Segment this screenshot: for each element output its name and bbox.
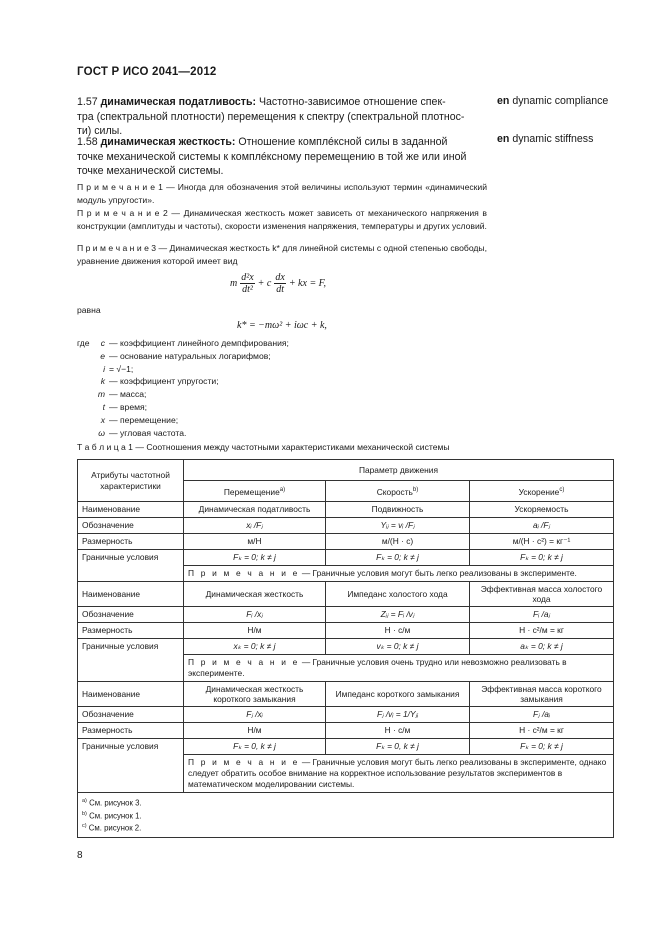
term-1-58 xyxy=(77,135,487,179)
header-attr: Атрибуты частотной характеристики xyxy=(78,460,184,502)
note-2 xyxy=(77,207,487,232)
en-prefix: en xyxy=(497,95,510,107)
footnote: $^{c)}$ См. рисунок 2. xyxy=(82,823,142,833)
note-text: — Динамическая жесткость может зависеть от механического напряжения в конструкции (амплитуды и частоты), скорости изменения напряжения, температуры и других условий. xyxy=(77,208,487,231)
header-param: Параметр движения xyxy=(184,460,614,481)
table-footnotes xyxy=(78,793,614,838)
characteristics-table xyxy=(77,459,614,838)
term-definition-line: Отношение комплéксной силы в заданной xyxy=(238,136,448,148)
row-attr: Граничные условия xyxy=(78,639,184,682)
table-cell: Fⱼ /xᵢ xyxy=(184,707,326,723)
symbol: x xyxy=(100,414,105,425)
note-label: П р и м е ч а н и е 2 xyxy=(77,208,168,218)
caption-text: — Соотношения между частотными характеристиками механической системы xyxy=(132,442,450,452)
table-footnotes-row xyxy=(78,793,614,838)
symbol-desc: — угловая частота. xyxy=(109,427,187,438)
table-cell: xₖ = 0; k ≠ j xyxy=(184,639,326,655)
term-name: динамическая жесткость: xyxy=(100,136,236,148)
fraction-num: d²x xyxy=(241,272,254,283)
row-attr: Обозначение xyxy=(78,707,184,723)
table-header-row xyxy=(78,460,614,481)
table-cell: Fₖ = 0, k ≠ j xyxy=(184,739,326,755)
row-attr: Граничные условия xyxy=(78,550,184,582)
table-note: П р и м е ч а н и е — Граничные условия могут быть легко реализованы в эксперименте, однако следует обратить особое внимание на корректное использование результатов экспериментов в математическом моделировании системы. xyxy=(184,755,614,793)
term-definition-line: тра (спектральной плотности) перемещения к спектру (спектральной плотнос- xyxy=(77,110,465,123)
table-note: П р и м е ч а н и е — Граничные условия могут быть легко реализованы в эксперименте. xyxy=(184,566,614,582)
en-term: dynamic compliance xyxy=(512,95,609,107)
term-number: 1.57 xyxy=(77,96,98,108)
table-cell: Fⱼ /vᵢ = 1/Yⱼᵢ xyxy=(326,707,470,723)
table-cell: Zᵢⱼ = Fᵢ /vⱼ xyxy=(326,607,470,623)
symbol-desc: — основание натуральных логарифмов; xyxy=(109,350,271,361)
note-3 xyxy=(77,242,487,267)
footnote: $^{a)}$ См. рисунок 3. xyxy=(82,798,142,808)
symbol: m xyxy=(97,389,105,400)
row-attr: Наименование xyxy=(78,682,184,707)
note-1 xyxy=(77,181,487,206)
row-attr: Граничные условия xyxy=(78,739,184,793)
table-cell: Импеданс короткого замыкания xyxy=(326,682,470,707)
symbol: e xyxy=(100,350,105,361)
symbol: i xyxy=(103,363,105,374)
fraction xyxy=(240,272,254,295)
row-attr: Обозначение xyxy=(78,607,184,623)
symbol: k xyxy=(100,376,105,387)
table-note: П р и м е ч а н и е — Граничные условия очень трудно или невозможно реализовать в эксперименте. xyxy=(184,655,614,682)
table-cell: Fₖ = 0; k ≠ j xyxy=(470,739,614,755)
en-term-1-58 xyxy=(497,133,593,145)
page-header: ГОСТ Р ИСО 2041—2012 xyxy=(77,66,217,78)
symbol-desc: — масса; xyxy=(109,389,147,400)
equation-motion xyxy=(230,272,326,295)
table-cell: Динамическая жесткость xyxy=(184,582,326,607)
fraction xyxy=(274,272,285,295)
table-cell: xᵢ /Fⱼ xyxy=(184,518,326,534)
table-row xyxy=(78,534,614,550)
table-cell: м/(Н · с²) = кг⁻¹ xyxy=(470,534,614,550)
table-row xyxy=(78,623,614,639)
note-label: П р и м е ч а н и е 1 xyxy=(77,182,163,192)
table-cell: aₖ = 0; k ≠ j xyxy=(470,639,614,655)
eq-term: + kx = F, xyxy=(288,278,327,289)
en-prefix: en xyxy=(497,133,510,145)
table-cell: aᵢ /Fⱼ xyxy=(470,518,614,534)
row-attr: Размерность xyxy=(78,534,184,550)
term-definition-line: ти) силы. xyxy=(77,125,123,137)
table-cell: Эффективная масса холостого хода xyxy=(470,582,614,607)
table-cell: Н · с/м xyxy=(326,623,470,639)
symbol: t xyxy=(102,401,105,412)
note-text: — Иногда для обозначения этой величины используют термин «динамический модуль упругости». xyxy=(77,182,487,205)
table-row xyxy=(78,723,614,739)
symbol: ω xyxy=(98,427,105,438)
caption-label: Т а б л и ц а 1 xyxy=(77,442,133,452)
en-term: dynamic stiffness xyxy=(512,133,594,145)
note-text: — Динамическая жесткость k* для линейной системы с одной степенью свободы, уравнение движения которой имеет вид xyxy=(77,243,487,266)
where-list xyxy=(77,337,289,439)
table-cell: Импеданс холостого хода xyxy=(326,582,470,607)
table-cell: Fₖ = 0; k ≠ j xyxy=(184,550,326,566)
table-cell: Fₖ = 0, k ≠ j xyxy=(326,739,470,755)
table-cell: Динамическая жесткость короткого замыкания xyxy=(184,682,326,707)
fraction-den: dt xyxy=(276,284,284,295)
table-row xyxy=(78,639,614,655)
table-cell: м/Н xyxy=(184,534,326,550)
table-cell: Fᵢ /xⱼ xyxy=(184,607,326,623)
table-row xyxy=(78,607,614,623)
page-number: 8 xyxy=(77,850,83,861)
table-cell: Н/м xyxy=(184,623,326,639)
fraction-num: dx xyxy=(275,272,285,283)
symbol-desc: = √−1; xyxy=(109,363,134,374)
table-cell: Эффективная масса короткого замыкания xyxy=(470,682,614,707)
en-term-1-57 xyxy=(497,95,608,107)
table-cell: Динамическая податливость xyxy=(184,502,326,518)
note-label: П р и м е ч а н и е 3 xyxy=(77,243,157,253)
table-row xyxy=(78,518,614,534)
eq-term: m xyxy=(230,278,238,289)
table-caption xyxy=(77,442,450,452)
table-cell: Ускоряемость xyxy=(470,502,614,518)
header-col: Ускорение$^{c)}$ xyxy=(470,481,614,502)
equation-stiffness: k* = −mω² + iωc + k, xyxy=(237,320,327,331)
symbol-desc: — коэффициент упругости; xyxy=(109,376,219,387)
table-row xyxy=(78,582,614,607)
row-attr: Наименование xyxy=(78,582,184,607)
term-name: динамическая податливость: xyxy=(100,96,257,108)
table-row xyxy=(78,739,614,755)
term-definition-line: Частотно-зависимое отношение спек- xyxy=(258,96,446,108)
table-cell: Н/м xyxy=(184,723,326,739)
header-col: Скорость$^{b)}$ xyxy=(326,481,470,502)
table-cell: Fₖ = 0; k ≠ j xyxy=(470,550,614,566)
equation-ravna: равна xyxy=(77,305,101,315)
row-attr: Обозначение xyxy=(78,518,184,534)
term-definition-line: точке механической системы к комплéксному перемещению в той же или иной xyxy=(77,150,467,163)
table-cell: Н · с²/м = кг xyxy=(470,623,614,639)
table-cell: Fₖ = 0; k ≠ j xyxy=(326,550,470,566)
eq-term: + c xyxy=(257,278,272,289)
table-row xyxy=(78,502,614,518)
table-cell: м/(Н · с) xyxy=(326,534,470,550)
row-attr: Наименование xyxy=(78,502,184,518)
table-row xyxy=(78,550,614,566)
table-row xyxy=(78,682,614,707)
table-cell: Yᵢⱼ = vᵢ /Fⱼ xyxy=(326,518,470,534)
table-cell: Fⱼ /aᵢ xyxy=(470,707,614,723)
symbol-desc: — коэффициент линейного демпфирования; xyxy=(109,338,289,348)
row-attr: Размерность xyxy=(78,623,184,639)
table-cell: Подвижность xyxy=(326,502,470,518)
table-cell: Н · с/м xyxy=(326,723,470,739)
table-cell: Н · с²/м = кг xyxy=(470,723,614,739)
symbol-desc: — перемещение; xyxy=(109,414,179,425)
table-cell: vₖ = 0; k ≠ j xyxy=(326,639,470,655)
row-attr: Размерность xyxy=(78,723,184,739)
term-number: 1.58 xyxy=(77,136,98,148)
footnote: $^{b)}$ См. рисунок 1. xyxy=(82,810,142,821)
term-definition-line: точке механической системы. xyxy=(77,165,224,177)
fraction-den: dt² xyxy=(242,284,253,295)
where-lead: где xyxy=(77,338,90,348)
header-col: Перемещение$^{a)}$ xyxy=(184,481,326,502)
table-cell: Fᵢ /aⱼ xyxy=(470,607,614,623)
term-1-57 xyxy=(77,95,487,139)
symbol: c xyxy=(100,338,105,348)
table-row xyxy=(78,707,614,723)
symbol-desc: — время; xyxy=(109,401,148,412)
